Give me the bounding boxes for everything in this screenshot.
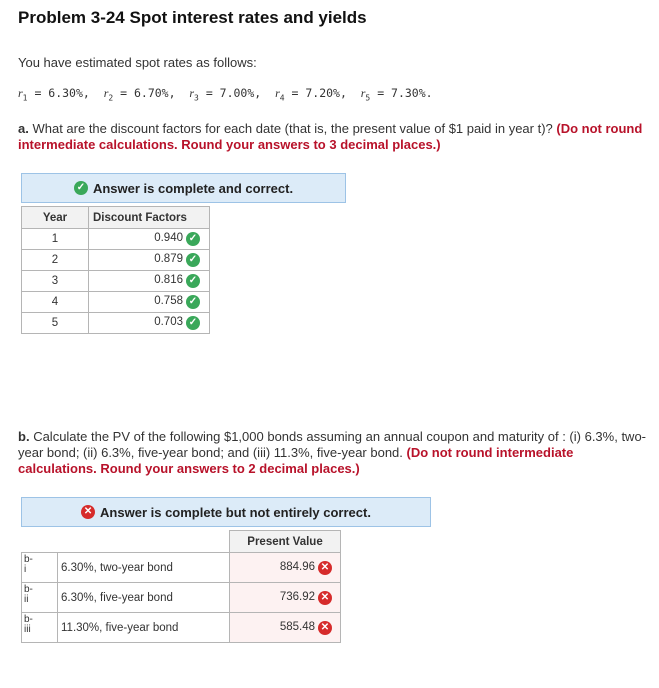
table-row: 3 0.816 ✓ — [22, 271, 210, 292]
spot-rates-line — [18, 86, 433, 102]
table-row: b- ii 6.30%, five-year bond 736.92 ✕ — [22, 583, 341, 613]
x-icon: ✕ — [318, 621, 332, 635]
rate-1: $r_1 = 6.30\%$, — [18, 86, 90, 103]
part-a-question: a. What are the discount factors for each date (that is, the present value of $1 paid in year t)? (Do not round intermediate calculations. Round your answers to 3 decimal places.) — [18, 121, 643, 152]
x-icon: ✕ — [318, 591, 332, 605]
table-row: b- iii 11.30%, five-year bond 585.48 ✕ — [22, 613, 341, 643]
rate-4: $r_4 = 7.20\%$, — [275, 86, 347, 103]
rate-5: $r_5 = 7.30\%$. — [360, 86, 433, 103]
col-pv-header: Present Value — [230, 531, 341, 553]
rate-2: $r_2 = 6.70\%$, — [103, 86, 176, 103]
check-icon: ✓ — [74, 181, 88, 195]
check-icon: ✓ — [186, 274, 200, 288]
col-df-header: Discount Factors — [89, 207, 210, 229]
part-a-instruction: (Do not round intermediate calculations. Round your answers to 3 decimal places.) — [18, 121, 643, 152]
table-row: b- i 6.30%, two-year bond 884.96 ✕ — [22, 553, 341, 583]
col-year-header: Year — [22, 207, 89, 229]
table-row: 5 0.703 ✓ — [22, 313, 210, 334]
df-input[interactable]: 0.703 ✓ — [89, 313, 210, 334]
rate-3: $r_3 = 7.00\%$, — [189, 86, 262, 103]
pv-input[interactable]: 884.96 ✕ — [230, 553, 341, 583]
part-b-status-banner: ✕ Answer is complete but not entirely correct. — [21, 497, 431, 527]
table-row: 4 0.758 ✓ — [22, 292, 210, 313]
check-icon: ✓ — [186, 253, 200, 267]
part-b-instruction: (Do not round intermediate calculations. Round your answers to 2 decimal places.) — [18, 445, 574, 476]
pv-input[interactable]: 736.92 ✕ — [230, 583, 341, 613]
problem-title: Problem 3-24 Spot interest rates and yields — [18, 8, 367, 27]
x-icon: ✕ — [318, 561, 332, 575]
pv-input[interactable]: 585.48 ✕ — [230, 613, 341, 643]
df-input[interactable]: 0.879 ✓ — [89, 250, 210, 271]
x-icon: ✕ — [81, 505, 95, 519]
part-b-question: b. Calculate the PV of the following $1,000 bonds assuming an annual coupon and maturity of : (i) 6.3%, two-year bond; (ii) 6.3%, five-year bond; and (iii) 11.3%, five-year bond. (Do not round intermediate calculations. Round your answers to 2 decimal places.) — [18, 429, 646, 476]
check-icon: ✓ — [186, 316, 200, 330]
table-row: 1 0.940 ✓ — [22, 229, 210, 250]
part-a-status-banner: ✓ Answer is complete and correct. — [21, 173, 346, 203]
discount-factors-table — [21, 206, 210, 334]
check-icon: ✓ — [186, 295, 200, 309]
df-input[interactable]: 0.940 ✓ — [89, 229, 210, 250]
df-input[interactable]: 0.816 ✓ — [89, 271, 210, 292]
check-icon: ✓ — [186, 232, 200, 246]
present-value-table — [21, 530, 341, 643]
table-row: 2 0.879 ✓ — [22, 250, 210, 271]
df-input[interactable]: 0.758 ✓ — [89, 292, 210, 313]
intro-text: You have estimated spot rates as follows: — [18, 55, 257, 70]
